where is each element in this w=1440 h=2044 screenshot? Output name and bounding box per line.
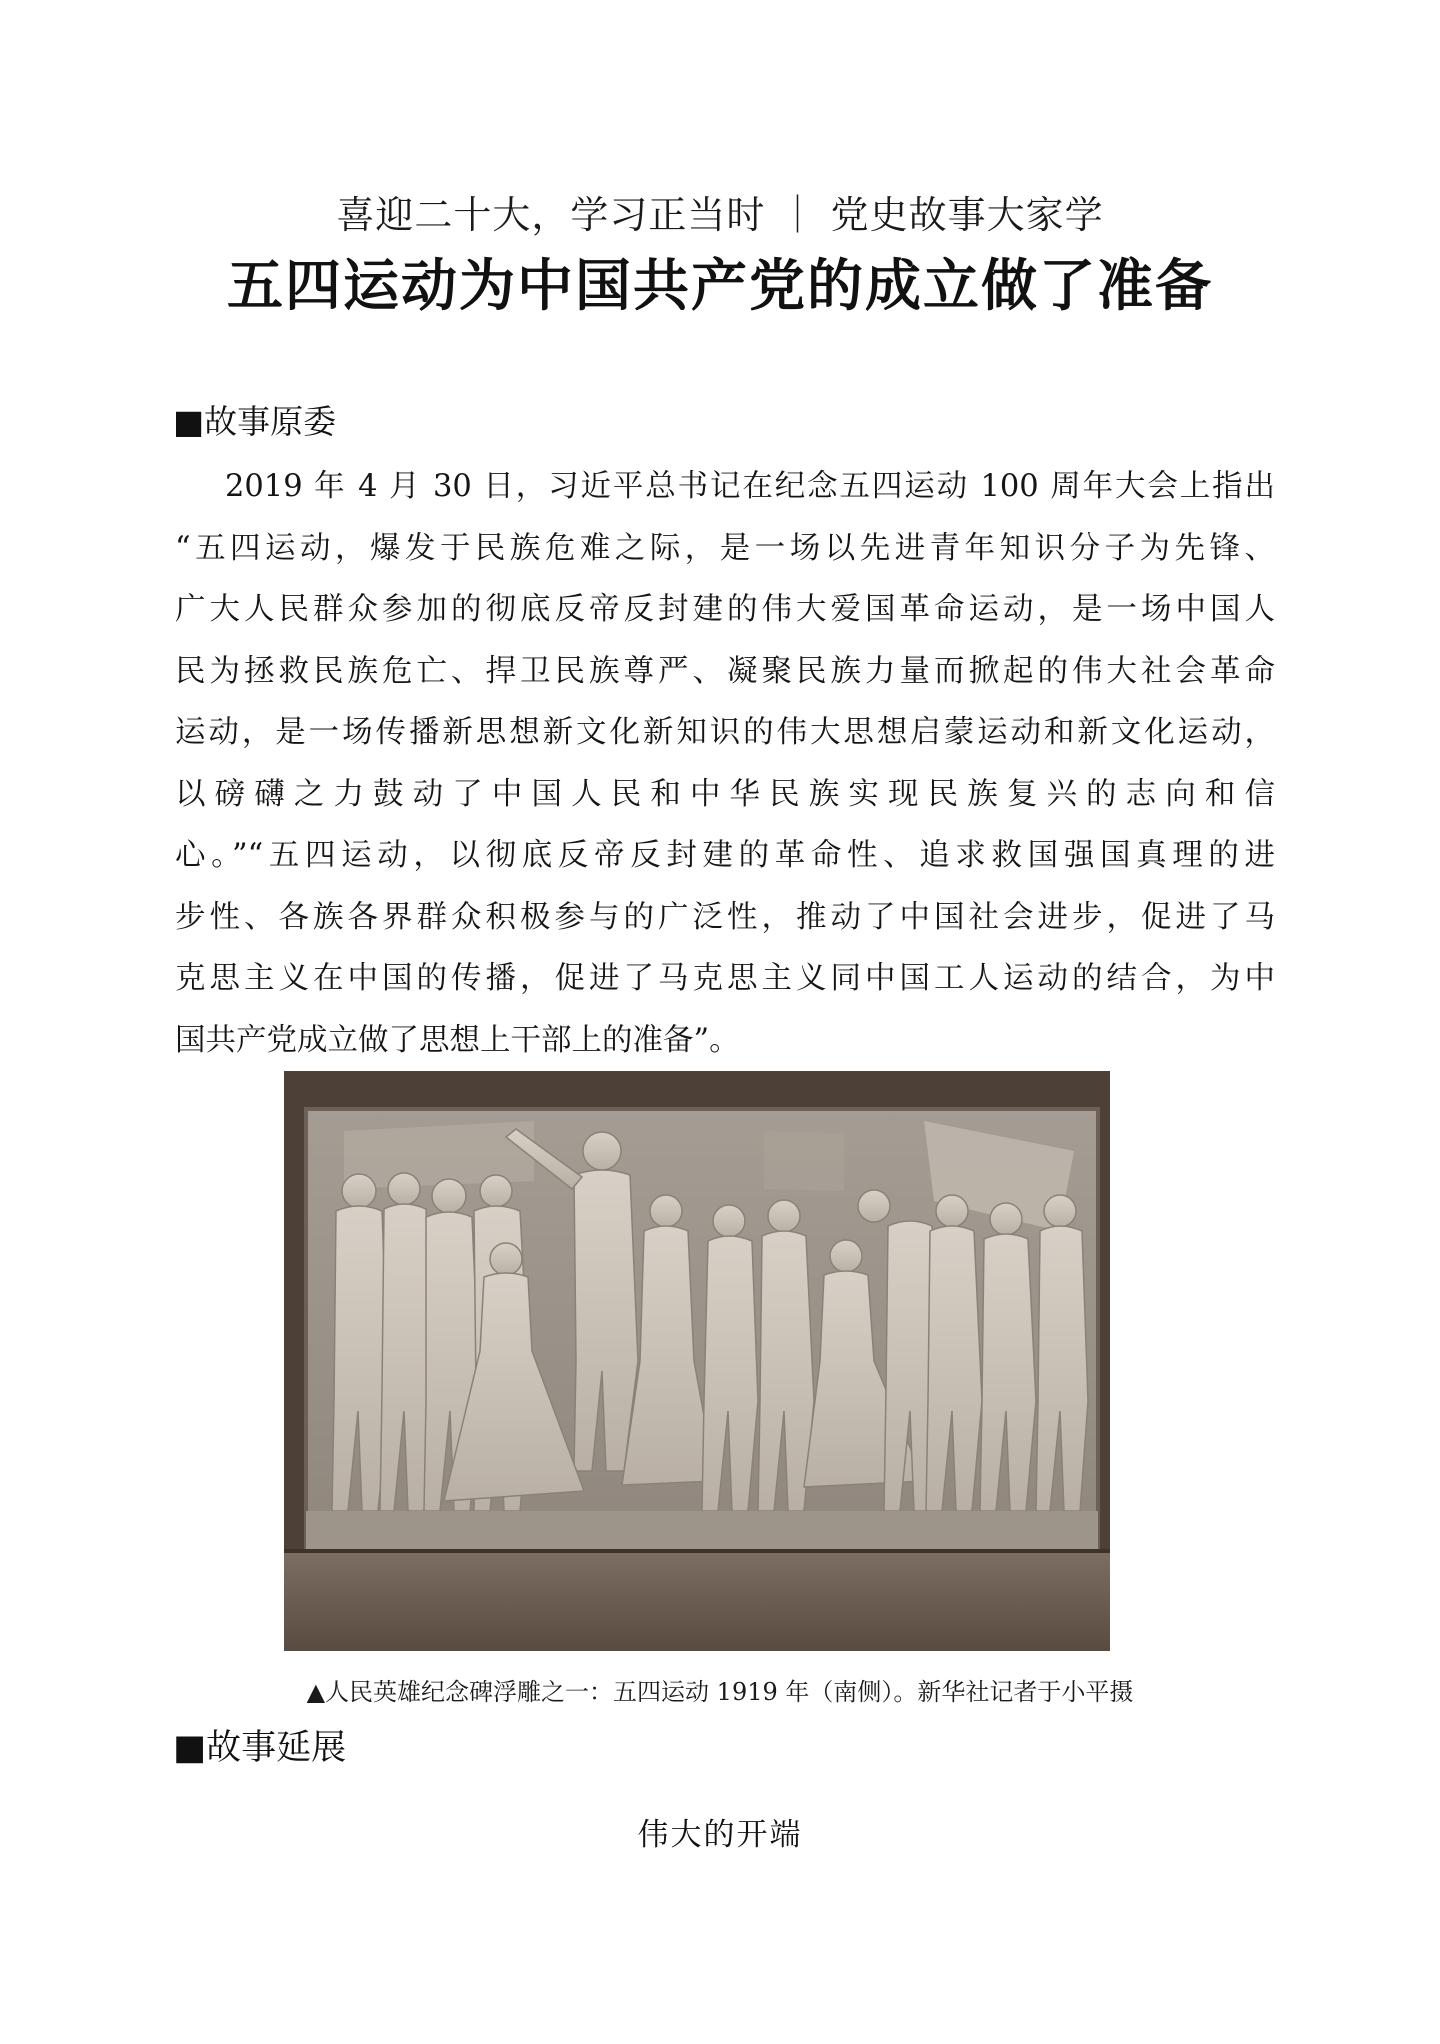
relief-sculpture-photo xyxy=(284,1071,1110,1651)
body-line: 2019 年 4 月 30 日，习近平总书记在纪念五四运动 100 周年大会上指出 xyxy=(225,469,1275,504)
body-line: 心。”“五四运动，以彻底反帝反封建的革命性、追求救国强国真理的进 xyxy=(175,838,1275,873)
body-line: 克思主义在中国的传播，促进了马克思主义同中国工人运动的结合，为中 xyxy=(175,961,1275,996)
section-heading-extension: ■故事延展 xyxy=(173,1728,347,1768)
body-line: 以磅礴之力鼓动了中国人民和中华民族实现民族复兴的志向和信 xyxy=(175,776,1275,812)
section-heading-origin: ■故事原委 xyxy=(173,402,337,441)
body-line: 步性、各族各界群众积极参与的广泛性，推动了中国社会进步，促进了马 xyxy=(175,899,1275,935)
series-subtitle: 喜迎二十大，学习正当时 ｜ 党史故事大家学 xyxy=(336,193,1104,237)
body-line: 国共产党成立做了思想上干部上的准备”。 xyxy=(175,1022,740,1058)
article-title: 五四运动为中国共产党的成立做了准备 xyxy=(227,253,1213,319)
body-line: 运动，是一场传播新思想新文化新知识的伟大思想启蒙运动和新文化运动， xyxy=(175,715,1275,750)
photo-caption: ▲人民英雄纪念碑浮雕之一：五四运动 1919 年（南侧）。新华社记者于小平摄 xyxy=(306,1678,1134,1706)
body-line: “五四运动，爆发于民族危难之际，是一场以先进青年知识分子为先锋、 xyxy=(175,530,1275,566)
section-subheading: 伟大的开端 xyxy=(637,1817,803,1853)
body-line: 民为拯救民族危亡、捍卫民族尊严、凝聚民族力量而掀起的伟大社会革命 xyxy=(175,653,1275,689)
body-paragraph xyxy=(175,456,1275,1071)
body-line: 广大人民群众参加的彻底反帝反封建的伟大爱国革命运动，是一场中国人 xyxy=(175,592,1275,627)
